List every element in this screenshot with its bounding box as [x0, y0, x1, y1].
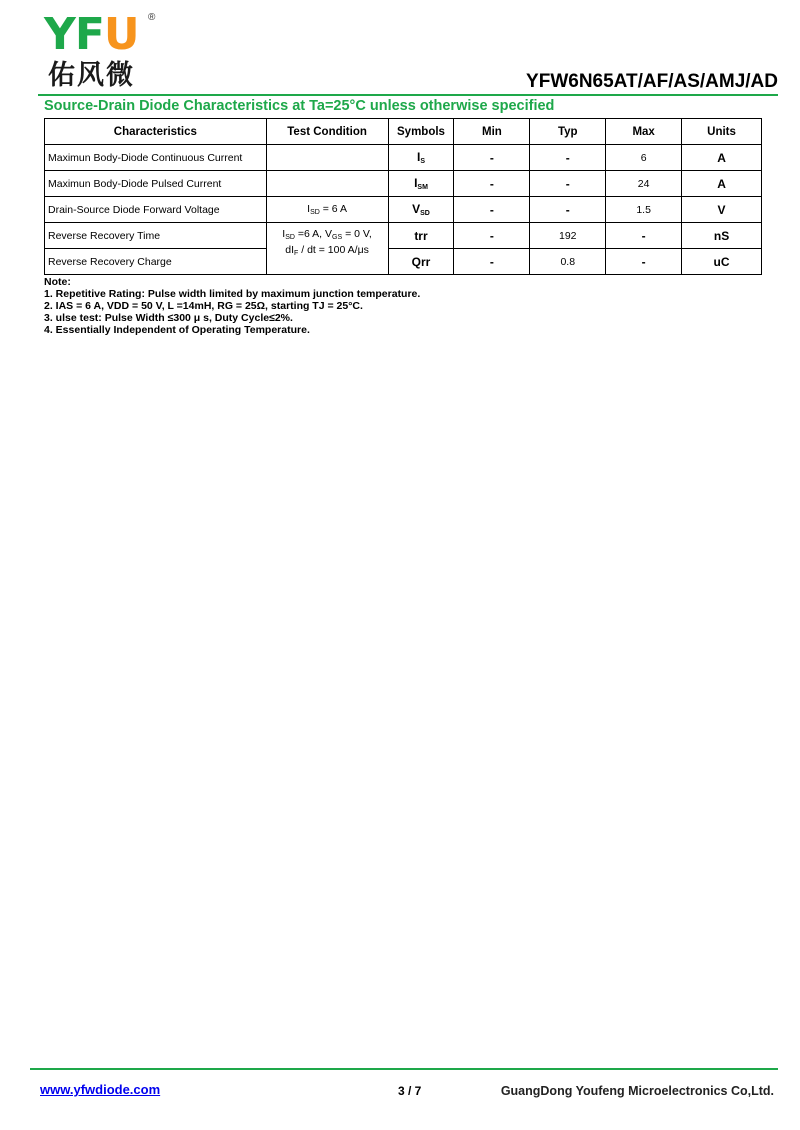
cell-units: uC	[682, 249, 762, 275]
cond-part: =6 A, V	[294, 228, 333, 240]
symbol-main: V	[412, 202, 421, 216]
header-max: Max	[606, 119, 682, 145]
cell-typ: 0.8	[530, 249, 606, 275]
cell-max: 6	[606, 145, 682, 171]
website-link[interactable]: www.yfwdiode.com	[40, 1082, 161, 1097]
condition-rest: = 6 A	[319, 203, 347, 215]
header-typ: Typ	[530, 119, 606, 145]
symbol-subscript: S	[420, 158, 425, 165]
cell-units: V	[682, 197, 762, 223]
cell-test-condition	[266, 197, 388, 223]
cell-typ: 192	[530, 223, 606, 249]
cell-test-condition	[266, 171, 388, 197]
cell-units: A	[682, 171, 762, 197]
logo-wordmark-yf: YF	[44, 9, 104, 60]
cell-symbol: trr	[388, 223, 454, 249]
header-units: Units	[682, 119, 762, 145]
symbol-main: I	[414, 176, 418, 190]
table-row	[45, 145, 762, 171]
cell-symbol	[388, 145, 454, 171]
notes-block	[44, 276, 420, 336]
company-logo	[44, 9, 174, 94]
notes-title: Note:	[44, 276, 71, 288]
cell-units: A	[682, 145, 762, 171]
condition-line-2	[270, 244, 385, 260]
cell-min: -	[454, 223, 530, 249]
logo-wordmark	[44, 9, 139, 60]
part-number: YFW6N65AT/AF/AS/AMJ/AD	[526, 71, 778, 92]
table-row	[45, 197, 762, 223]
header-symbols: Symbols	[388, 119, 454, 145]
cond-subscript: GS	[332, 234, 343, 241]
cell-units: nS	[682, 223, 762, 249]
company-name: GuangDong Youfeng Microelectronics Co,Ltd.	[500, 1084, 774, 1098]
cell-min: -	[454, 197, 530, 223]
page-number: 3 / 7	[398, 1084, 422, 1098]
cell-characteristic: Drain-Source Diode Forward Voltage	[45, 197, 267, 223]
cell-symbol: Qrr	[388, 249, 454, 275]
diode-characteristics-table	[44, 118, 762, 275]
footer-divider	[30, 1068, 778, 1070]
cond-part: dI	[285, 244, 295, 256]
header-min: Min	[454, 119, 530, 145]
cell-min: -	[454, 171, 530, 197]
note-item: 4. Essentially Independent of Operating Temperature.	[44, 324, 310, 336]
logo-chinese-name: 佑风微	[48, 60, 135, 91]
cell-max: -	[606, 223, 682, 249]
logo-wordmark-u: U	[103, 9, 139, 60]
header-characteristics: Characteristics	[45, 119, 267, 145]
cond-part: / dt = 100 A/μs	[298, 244, 369, 256]
table-header-row	[45, 119, 762, 145]
condition-line-1	[270, 228, 385, 244]
table-row	[45, 171, 762, 197]
cell-characteristic: Reverse Recovery Time	[45, 223, 267, 249]
table-row	[45, 249, 762, 275]
cell-typ: -	[530, 171, 606, 197]
cell-shared-test-condition	[266, 223, 388, 275]
condition-subscript: SD	[310, 209, 320, 216]
cell-symbol	[388, 171, 454, 197]
cell-max: 1.5	[606, 197, 682, 223]
cell-max: 24	[606, 171, 682, 197]
header-divider	[38, 94, 778, 96]
header-test-condition: Test Condition	[266, 119, 388, 145]
cell-min: -	[454, 249, 530, 275]
symbol-subscript: SM	[417, 184, 428, 191]
section-title: Source-Drain Diode Characteristics at Ta=25°C unless otherwise specified	[44, 98, 555, 114]
cond-subscript: F	[294, 250, 299, 257]
cell-max: -	[606, 249, 682, 275]
cond-part: I	[282, 228, 286, 240]
table-row	[45, 223, 762, 249]
symbol-main: I	[416, 150, 421, 164]
cell-characteristic: Maximun Body-Diode Pulsed Current	[45, 171, 267, 197]
cond-part: = 0 V,	[342, 228, 372, 240]
note-item: 3. ulse test: Pulse Width ≤300 μ s, Duty Cycle≤2%.	[44, 312, 293, 324]
cond-subscript: SD	[285, 234, 295, 241]
registered-mark: ®	[148, 12, 156, 23]
cell-min: -	[454, 145, 530, 171]
cell-typ: -	[530, 197, 606, 223]
symbol-subscript: SD	[420, 210, 430, 217]
cell-typ: -	[530, 145, 606, 171]
cell-characteristic: Maximun Body-Diode Continuous Current	[45, 145, 267, 171]
cell-test-condition	[266, 145, 388, 171]
condition-main: I	[307, 203, 311, 215]
note-item: 1. Repetitive Rating: Pulse width limited by maximum junction temperature.	[44, 288, 421, 300]
note-item: 2. IAS = 6 A, VDD = 50 V, L =14mH, RG = 25Ω, starting TJ = 25°C.	[44, 300, 363, 312]
cell-characteristic: Reverse Recovery Charge	[45, 249, 267, 275]
cell-symbol	[388, 197, 454, 223]
